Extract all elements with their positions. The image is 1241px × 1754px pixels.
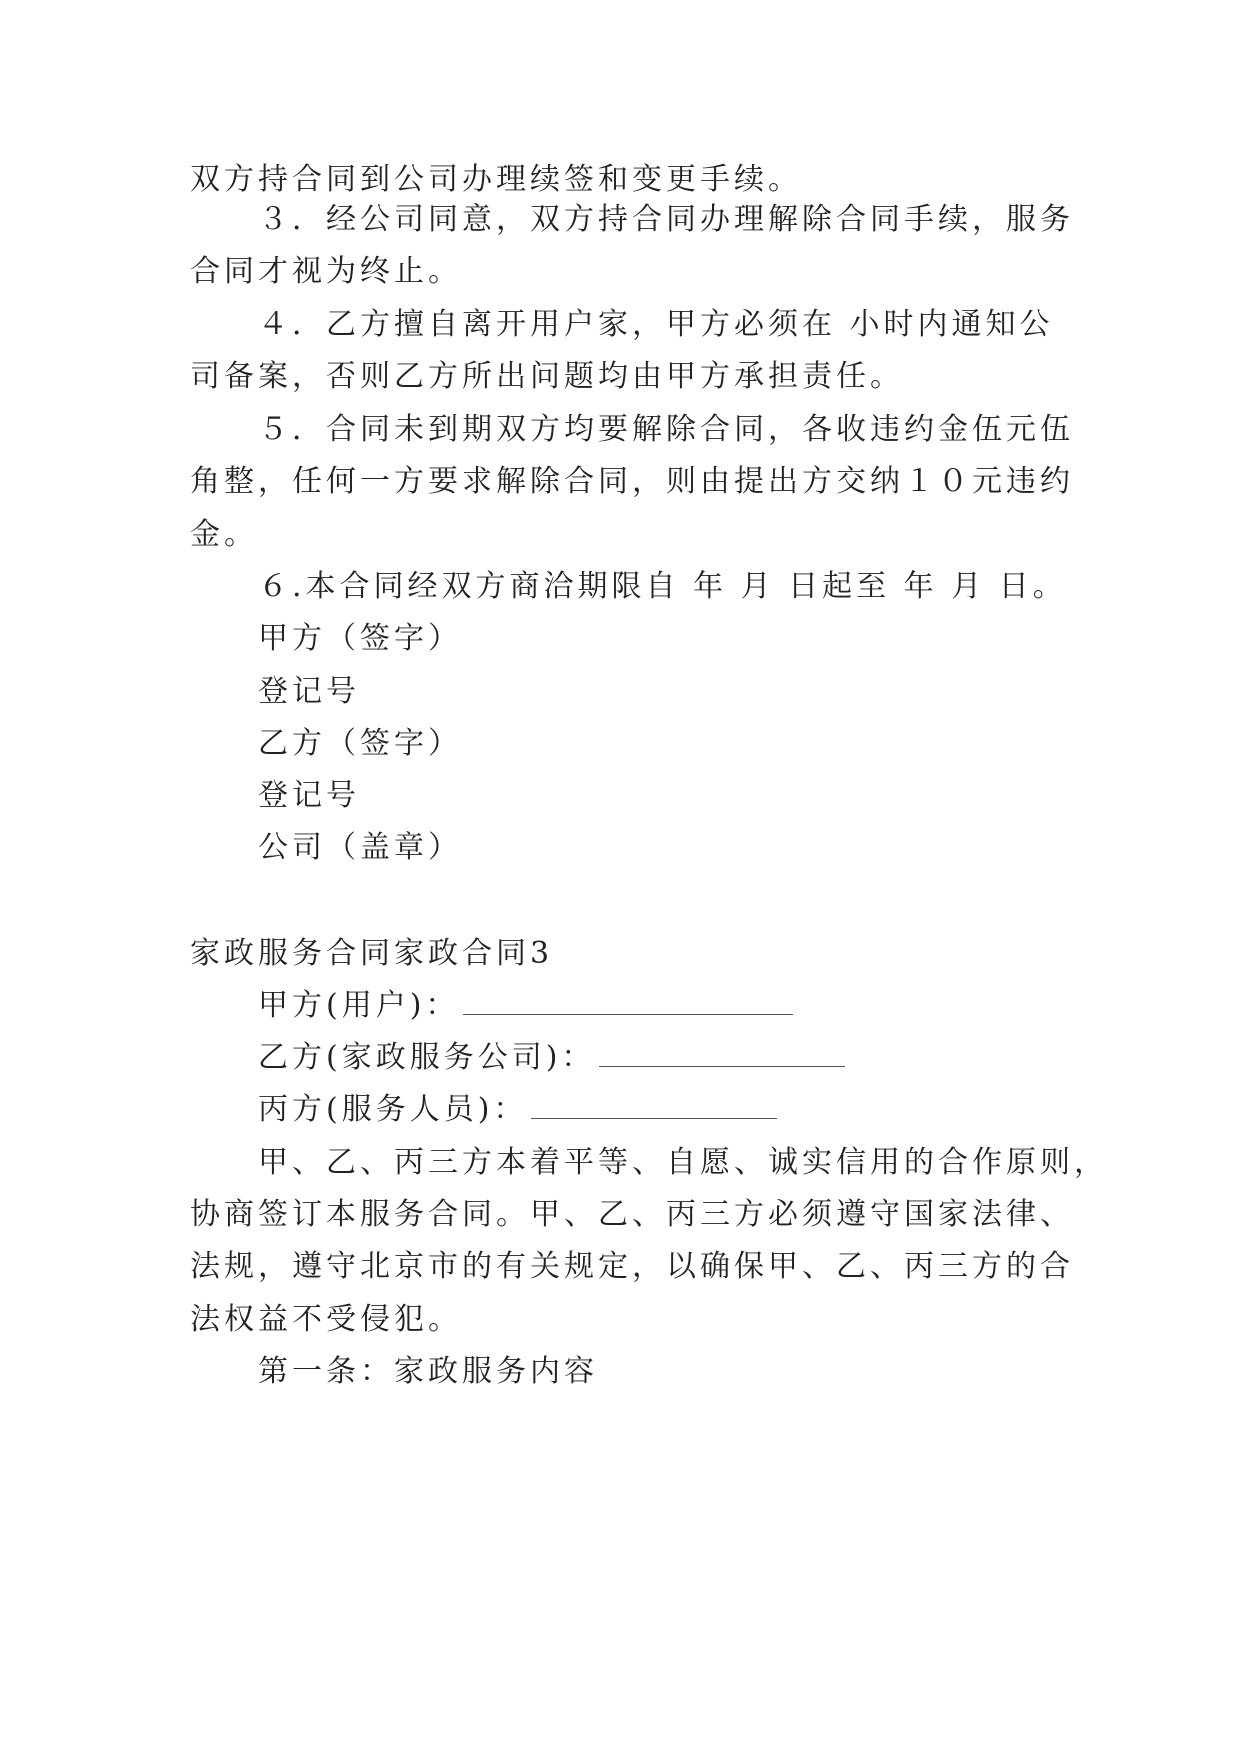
party-b-blank-field[interactable] bbox=[599, 1040, 845, 1067]
clause-6-line: ６.本合同经双方商洽期限自 年 月 日起至 年 月 日。 bbox=[258, 569, 1067, 604]
clause-4-line-2: 司备案，否则乙方所出问题均由甲方承担责任。 bbox=[190, 359, 904, 394]
clause-5-line-2: 角整，任何一方要求解除合同，则由提出方交纳１０元违约 bbox=[190, 464, 1074, 499]
party-a-signature-label: 甲方（签字） bbox=[258, 621, 462, 656]
party-b-company-label: 乙方(家政服务公司)： bbox=[258, 1040, 596, 1075]
preamble-line-3: 法规，遵守北京市的有关规定，以确保甲、乙、丙三方的合 bbox=[190, 1249, 1074, 1284]
preamble-line-1: 甲、乙、丙三方本着平等、自愿、诚实信用的合作原则， bbox=[258, 1145, 1108, 1180]
party-b-registration-label: 登记号 bbox=[258, 778, 360, 813]
party-a-blank-field[interactable] bbox=[463, 988, 793, 1015]
clause-3-line-1: ３．经公司同意，双方持合同办理解除合同手续，服务 bbox=[258, 202, 1074, 237]
clause-5-line-3: 金。 bbox=[190, 517, 258, 552]
company-seal-label: 公司（盖章） bbox=[258, 830, 462, 865]
party-b-company-row bbox=[258, 1038, 845, 1078]
text-line: 双方持合同到公司办理续签和变更手续。 bbox=[190, 162, 802, 197]
preamble-line-2: 协商签订本服务合同。甲、乙、丙三方必须遵守国家法律、 bbox=[190, 1197, 1074, 1232]
article-1-heading: 第一条：家政服务内容 bbox=[258, 1354, 598, 1389]
party-a-user-row bbox=[258, 986, 793, 1026]
party-c-staff-row bbox=[258, 1090, 777, 1130]
party-c-blank-field[interactable] bbox=[531, 1092, 777, 1119]
clause-3-line-2: 合同才视为终止。 bbox=[190, 254, 462, 289]
party-a-registration-label: 登记号 bbox=[258, 674, 360, 709]
clause-5-line-1: ５．合同未到期双方均要解除合同，各收违约金伍元伍 bbox=[258, 412, 1074, 447]
party-c-staff-label: 丙方(服务人员)： bbox=[258, 1092, 528, 1127]
party-b-signature-label: 乙方（签字） bbox=[258, 726, 462, 761]
party-a-user-label: 甲方(用户)： bbox=[258, 988, 460, 1023]
clause-4-line-1: ４．乙方擅自离开用户家，甲方必须在 小时内通知公 bbox=[258, 307, 1054, 342]
preamble-line-4: 法权益不受侵犯。 bbox=[190, 1302, 462, 1337]
contract-title: 家政服务合同家政合同3 bbox=[190, 936, 554, 971]
